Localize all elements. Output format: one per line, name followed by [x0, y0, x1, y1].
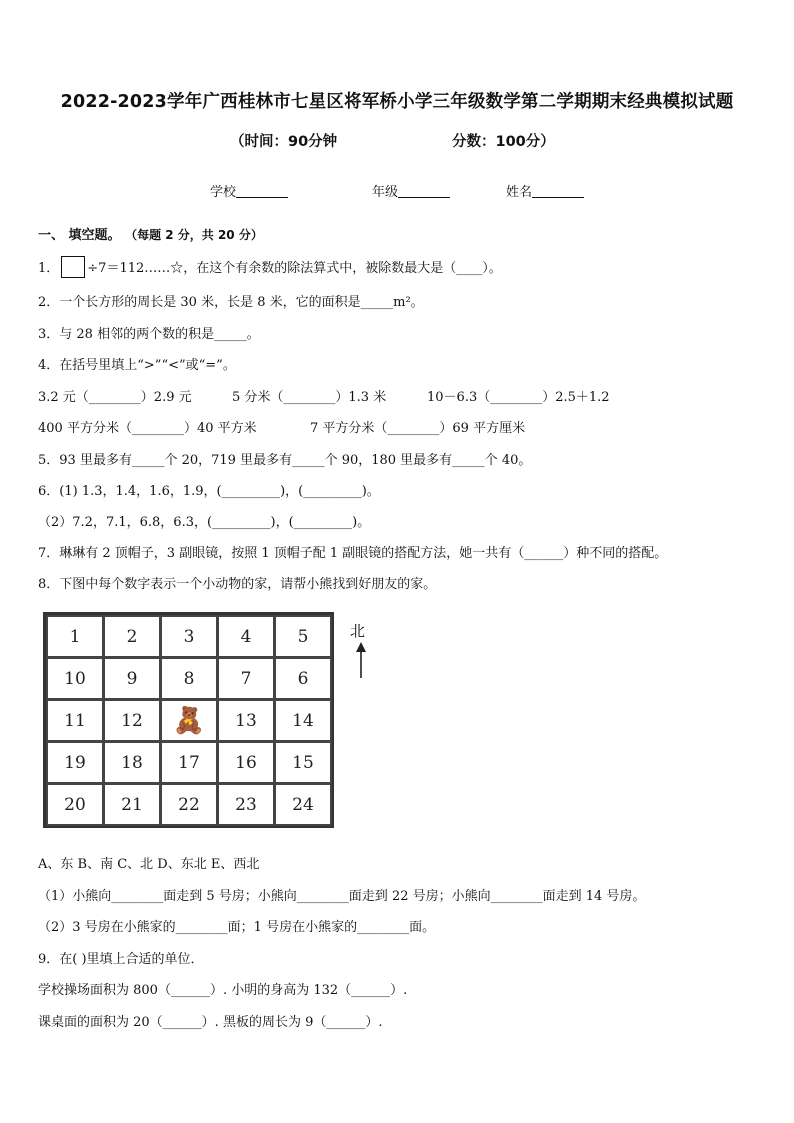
- exam-score: 分数：100分）: [452, 134, 555, 150]
- bear-icon: 🧸: [172, 705, 206, 736]
- house-number: 23: [235, 794, 257, 815]
- house-cell-9: [103, 657, 161, 700]
- house-cell-17: [160, 741, 218, 784]
- house-number: 18: [121, 752, 143, 773]
- north-arrow-icon: [354, 642, 368, 678]
- house-number: 6: [297, 668, 309, 689]
- section-note: （每题 2 分，共 20 分）: [125, 228, 263, 242]
- q8-part-1: （1）小熊向________面走到 5 号房；小熊向________面走到 22 号房；小熊向________面走到 14 号房。: [38, 889, 646, 904]
- q9-row-1: 学校操场面积为 800（______）. 小明的身高为 132（______）.: [38, 983, 408, 998]
- question-3: 3．与 28 相邻的两个数的积是_____。: [38, 327, 260, 342]
- house-number: 10: [64, 668, 86, 689]
- name-label: 姓名: [506, 185, 533, 200]
- q8-options: A、东 B、南 C、北 D、东北 E、西北: [38, 857, 260, 872]
- grade-field: [372, 181, 450, 200]
- grade-blank: [398, 184, 450, 198]
- house-map-grid: [43, 612, 334, 828]
- name-field: [506, 181, 584, 200]
- house-cell-6: [274, 657, 332, 700]
- question-7: 7．琳琳有 2 顶帽子，3 副眼镜，按照 1 顶帽子配 1 副眼镜的搭配方法，她一共有（______）种不同的搭配。: [38, 546, 668, 561]
- house-cell-5: [274, 615, 332, 658]
- q4-item: 7 平方分米（________）69 平方厘米: [310, 421, 526, 436]
- house-number: 19: [64, 752, 86, 773]
- page-title: 2022-2023学年广西桂林市七星区将军桥小学三年级数学第二学期期末经典模拟试题: [60, 92, 734, 112]
- exam-time: （时间：90分钟: [230, 134, 338, 150]
- house-number: 4: [240, 626, 252, 647]
- q1-text: ÷7＝112……☆，在这个有余数的除法算式中，被除数最大是（____）。: [87, 261, 502, 276]
- section-heading: [38, 224, 263, 243]
- answer-box: [61, 256, 85, 278]
- house-number: 17: [178, 752, 200, 773]
- house-cell-18: [103, 741, 161, 784]
- house-number: 5: [297, 626, 309, 647]
- house-number: 15: [292, 752, 314, 773]
- house-number: 3: [183, 626, 195, 647]
- house-number: 20: [64, 794, 86, 815]
- house-cell-10: [46, 657, 104, 700]
- question-6-part-2: （2）7.2，7.1，6.8，6.3，(_________)，(_________)。: [38, 515, 371, 530]
- house-cell-2: [103, 615, 161, 658]
- school-field: [210, 181, 288, 200]
- house-cell-15: [274, 741, 332, 784]
- q4-item: 3.2 元（________）2.9 元: [38, 390, 192, 405]
- question-5: 5．93 里最多有_____个 20，719 里最多有_____个 90，180 里最多有_____个 40。: [38, 453, 532, 468]
- question-4: 4．在括号里填上“>”“<”或“=”。: [38, 358, 236, 373]
- house-number: 11: [64, 710, 86, 731]
- question-1: [38, 256, 502, 278]
- house-cell-22: [160, 783, 218, 826]
- q4-item: 400 平方分米（________）40 平方米: [38, 421, 257, 436]
- house-number: 1: [69, 626, 81, 647]
- q4-item: 10－6.3（________）2.5＋1.2: [427, 390, 610, 405]
- house-number: 8: [183, 668, 195, 689]
- q9-row-2: 课桌面的面积为 20（______）. 黑板的周长为 9（______）.: [38, 1015, 383, 1030]
- house-cell-12: [103, 699, 161, 742]
- house-number: 2: [126, 626, 138, 647]
- house-number: 16: [235, 752, 257, 773]
- question-9: 9．在( )里填上合适的单位．: [38, 952, 204, 967]
- house-number: 12: [121, 710, 143, 731]
- north-label: 北: [350, 622, 366, 640]
- house-cell-24: [274, 783, 332, 826]
- house-number: 9: [126, 668, 138, 689]
- school-label: 学校: [210, 185, 237, 200]
- question-2: 2．一个长方形的周长是 30 米，长是 8 米，它的面积是_____m²。: [38, 295, 424, 310]
- house-cell-4: [217, 615, 275, 658]
- house-cell-19: [46, 741, 104, 784]
- house-cell-7: [217, 657, 275, 700]
- house-cell-8: [160, 657, 218, 700]
- q8-part-2: （2）3 号房在小熊家的________面；1 号房在小熊家的________面。: [38, 920, 436, 935]
- house-cell-11: [46, 699, 104, 742]
- grade-label: 年级: [372, 185, 399, 200]
- house-number: 21: [121, 794, 143, 815]
- house-cell-21: [103, 783, 161, 826]
- bear-home-cell: [160, 699, 218, 742]
- house-cell-1: [46, 615, 104, 658]
- house-cell-23: [217, 783, 275, 826]
- house-cell-3: [160, 615, 218, 658]
- q1-number: 1．: [38, 261, 60, 276]
- section-title: 一、 填空题。: [38, 228, 121, 243]
- house-number: 22: [178, 794, 200, 815]
- house-cell-16: [217, 741, 275, 784]
- school-blank: [236, 184, 288, 198]
- house-number: 24: [292, 794, 314, 815]
- name-blank: [532, 184, 584, 198]
- house-number: 13: [235, 710, 257, 731]
- house-cell-14: [274, 699, 332, 742]
- house-number: 7: [240, 668, 252, 689]
- q4-item: 5 分米（________）1.3 米: [232, 390, 387, 405]
- house-cell-13: [217, 699, 275, 742]
- question-6-part-1: 6．(1) 1.3，1.4，1.6，1.9，(_________)，(_________)。: [38, 484, 380, 499]
- house-number: 14: [292, 710, 314, 731]
- house-cell-20: [46, 783, 104, 826]
- question-8: 8．下图中每个数字表示一个小动物的家，请帮小熊找到好朋友的家。: [38, 577, 437, 592]
